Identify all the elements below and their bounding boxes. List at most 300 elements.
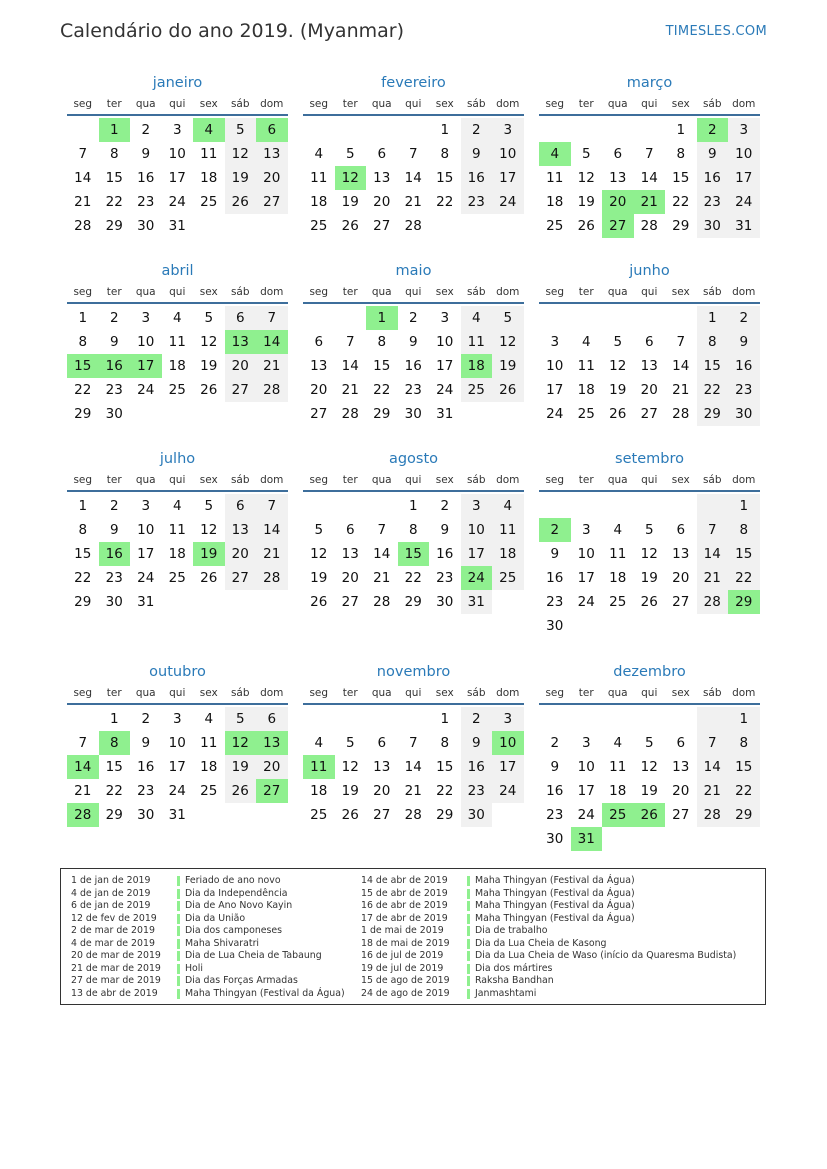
day-cell: 14 <box>404 170 422 186</box>
day-cell: 26 <box>225 190 257 214</box>
legend-date: 14 de abr de 2019 <box>361 875 448 886</box>
legend-color-marker <box>177 876 180 886</box>
day-cell: 12 <box>577 170 595 186</box>
weekday-label: sex <box>671 98 690 110</box>
weekday-label: seg <box>545 474 565 486</box>
month-janeiro <box>67 72 288 238</box>
day-cell: 18 <box>609 570 627 586</box>
weekday-label: sáb <box>702 474 722 486</box>
legend-holiday-name: Dia da União <box>185 912 246 924</box>
weekday-label: qui <box>405 98 422 110</box>
day-cell: 14 <box>672 358 690 374</box>
weekday-label: qua <box>135 286 156 298</box>
legend-holiday-name: Dia da Independência <box>185 887 288 899</box>
day-cell: 15 <box>697 354 729 378</box>
day-cell: 15 <box>373 358 391 374</box>
empty-cell <box>665 494 697 518</box>
day-cell: 2 <box>109 498 119 514</box>
legend-date: 1 de mai de 2019 <box>361 925 444 936</box>
legend-color-marker <box>177 939 180 949</box>
day-grid <box>67 707 288 827</box>
weekday-label: qui <box>405 286 422 298</box>
month-fevereiro <box>303 72 524 238</box>
day-cell: 13 <box>609 170 627 186</box>
empty-cell <box>634 707 666 731</box>
day-cell: 19 <box>225 166 257 190</box>
day-cell: 9 <box>461 731 493 755</box>
day-cell: 25 <box>461 378 493 402</box>
holiday-day: 25 <box>602 803 634 827</box>
day-cell: 18 <box>168 546 186 562</box>
day-cell: 27 <box>373 807 391 823</box>
day-cell: 16 <box>697 166 729 190</box>
day-cell: 3 <box>172 122 182 138</box>
weekday-label: qua <box>371 286 392 298</box>
weekday-label: sáb <box>702 687 722 699</box>
day-cell: 12 <box>200 334 218 350</box>
weekday-label: dom <box>732 286 756 298</box>
day-cell: 25 <box>609 594 627 610</box>
weekday-label: sáb <box>230 474 250 486</box>
day-cell: 30 <box>105 594 123 610</box>
day-cell: 17 <box>546 382 564 398</box>
day-cell: 28 <box>74 218 92 234</box>
day-cell: 19 <box>640 783 658 799</box>
weekday-header <box>67 94 288 116</box>
empty-cell <box>398 707 430 731</box>
legend-date: 18 de mai de 2019 <box>361 937 450 949</box>
day-cell: 9 <box>109 334 119 350</box>
weekday-header <box>303 470 524 492</box>
legend-row <box>361 925 736 938</box>
weekday-label: dom <box>260 474 284 486</box>
day-cell: 6 <box>676 522 686 538</box>
day-cell: 24 <box>137 570 155 586</box>
day-cell: 24 <box>137 382 155 398</box>
legend-holiday-name: Maha Thingyan (Festival da Água) <box>475 875 635 886</box>
weekday-label: ter <box>578 687 594 699</box>
weekday-label: seg <box>545 98 565 110</box>
day-cell: 29 <box>373 406 391 422</box>
weekday-label: ter <box>106 286 122 298</box>
day-cell: 8 <box>109 146 119 162</box>
day-cell: 1 <box>440 122 450 138</box>
day-cell: 22 <box>728 566 760 590</box>
day-cell: 31 <box>728 214 760 238</box>
day-cell: 7 <box>256 306 288 330</box>
legend-date: 15 de ago de 2019 <box>361 975 450 986</box>
day-cell: 20 <box>225 542 257 566</box>
day-cell: 11 <box>461 330 493 354</box>
day-cell: 20 <box>256 755 288 779</box>
day-cell: 6 <box>225 306 257 330</box>
day-cell: 9 <box>728 330 760 354</box>
day-cell: 8 <box>377 334 387 350</box>
day-cell: 16 <box>404 358 422 374</box>
holiday-day: 4 <box>539 142 571 166</box>
holiday-day: 24 <box>461 566 493 590</box>
weekday-label: qui <box>169 687 186 699</box>
day-cell: 28 <box>404 218 422 234</box>
holiday-day: 15 <box>67 354 99 378</box>
day-cell: 12 <box>640 759 658 775</box>
day-cell: 1 <box>728 494 760 518</box>
brand-logo-text[interactable]: TIMESLES.COM <box>665 24 767 39</box>
weekday-label: sex <box>435 98 454 110</box>
weekday-label: dom <box>732 687 756 699</box>
day-cell: 13 <box>672 546 690 562</box>
day-cell: 20 <box>310 382 328 398</box>
day-cell: 13 <box>672 759 690 775</box>
day-cell: 7 <box>676 334 686 350</box>
weekday-label: sex <box>435 474 454 486</box>
weekday-label: sex <box>199 98 218 110</box>
day-cell: 8 <box>676 146 686 162</box>
day-cell: 18 <box>577 382 595 398</box>
weekday-label: sex <box>199 286 218 298</box>
day-cell: 7 <box>697 518 729 542</box>
empty-cell <box>335 707 367 731</box>
empty-cell <box>602 707 634 731</box>
day-cell: 2 <box>141 711 151 727</box>
day-cell: 19 <box>200 358 218 374</box>
legend-holiday-name: Maha Thingyan (Festival da Água) <box>475 887 635 899</box>
day-cell: 28 <box>404 807 422 823</box>
day-cell: 16 <box>137 170 155 186</box>
day-cell: 26 <box>200 382 218 398</box>
holiday-day: 4 <box>193 118 225 142</box>
day-grid <box>539 707 760 851</box>
day-cell: 23 <box>461 190 493 214</box>
day-cell: 23 <box>546 594 564 610</box>
legend-date: 2 de mar de 2019 <box>71 925 155 936</box>
weekday-label: qui <box>641 98 658 110</box>
day-cell: 12 <box>609 358 627 374</box>
day-cell: 24 <box>168 194 186 210</box>
day-cell: 25 <box>200 194 218 210</box>
weekday-label: seg <box>73 687 93 699</box>
day-cell: 6 <box>676 735 686 751</box>
legend-date: 15 de abr de 2019 <box>361 887 448 899</box>
holiday-day: 29 <box>728 590 760 614</box>
legend-date: 27 de mar de 2019 <box>71 975 161 986</box>
day-cell: 12 <box>341 759 359 775</box>
day-cell: 3 <box>492 118 524 142</box>
day-cell: 12 <box>225 142 257 166</box>
day-cell: 8 <box>728 731 760 755</box>
month-name: abril <box>161 263 194 279</box>
day-cell: 21 <box>697 566 729 590</box>
legend-color-marker <box>467 914 470 924</box>
day-cell: 24 <box>546 406 564 422</box>
day-cell: 3 <box>581 735 591 751</box>
day-cell: 8 <box>440 735 450 751</box>
legend-holiday-name: Dia da Lua Cheia de Waso (início da Quaresma Budista) <box>475 950 737 961</box>
day-cell: 5 <box>225 707 257 731</box>
day-cell: 2 <box>728 306 760 330</box>
day-cell: 29 <box>672 218 690 234</box>
day-cell: 25 <box>310 807 328 823</box>
legend-holiday-name: Raksha Bandhan <box>475 975 554 986</box>
weekday-label: qui <box>169 474 186 486</box>
empty-cell <box>335 306 367 330</box>
legend-holiday-name: Dia das Forças Armadas <box>185 975 298 986</box>
weekday-label: qua <box>607 687 628 699</box>
legend-date: 17 de abr de 2019 <box>361 912 448 924</box>
day-cell: 20 <box>373 194 391 210</box>
legend-holiday-name: Dia da Lua Cheia de Kasong <box>475 937 607 949</box>
day-cell: 3 <box>440 310 450 326</box>
day-cell: 18 <box>492 542 524 566</box>
weekday-label: ter <box>106 474 122 486</box>
day-cell: 11 <box>200 735 218 751</box>
day-grid <box>539 306 760 426</box>
weekday-label: ter <box>342 98 358 110</box>
legend-row <box>71 963 345 976</box>
day-cell: 27 <box>225 378 257 402</box>
day-cell: 10 <box>168 735 186 751</box>
day-cell: 1 <box>78 498 88 514</box>
empty-cell <box>539 707 571 731</box>
legend-row <box>361 975 736 988</box>
weekday-label: seg <box>73 286 93 298</box>
day-cell: 29 <box>404 594 422 610</box>
day-cell: 22 <box>404 570 422 586</box>
day-cell: 18 <box>168 358 186 374</box>
day-cell: 17 <box>137 546 155 562</box>
day-cell: 30 <box>728 402 760 426</box>
month-março <box>539 72 760 238</box>
day-cell: 18 <box>546 194 564 210</box>
day-cell: 22 <box>105 783 123 799</box>
day-cell: 9 <box>408 334 418 350</box>
empty-cell <box>366 494 398 518</box>
day-cell: 25 <box>546 218 564 234</box>
day-cell: 18 <box>200 759 218 775</box>
legend-holiday-name: Dia dos camponeses <box>185 925 283 936</box>
empty-cell <box>67 707 99 731</box>
day-cell: 27 <box>310 406 328 422</box>
day-cell: 21 <box>404 783 422 799</box>
weekday-label: sáb <box>702 98 722 110</box>
day-cell: 23 <box>697 190 729 214</box>
day-cell: 17 <box>728 166 760 190</box>
empty-cell <box>366 707 398 731</box>
legend-color-marker <box>177 901 180 911</box>
day-cell: 13 <box>225 518 257 542</box>
weekday-header <box>303 683 524 705</box>
day-cell: 11 <box>200 146 218 162</box>
day-cell: 6 <box>314 334 324 350</box>
day-cell: 7 <box>256 494 288 518</box>
legend-row <box>361 950 736 963</box>
month-setembro <box>539 448 760 638</box>
day-cell: 1 <box>676 122 686 138</box>
day-cell: 22 <box>105 194 123 210</box>
day-cell: 10 <box>137 522 155 538</box>
month-name: maio <box>395 263 432 279</box>
weekday-label: sex <box>671 687 690 699</box>
day-cell: 11 <box>546 170 564 186</box>
legend-holiday-name: Maha Thingyan (Festival da Água) <box>475 912 635 924</box>
day-grid <box>303 306 524 426</box>
weekday-label: qua <box>607 474 628 486</box>
day-cell: 3 <box>461 494 493 518</box>
legend-date: 12 de fev de 2019 <box>71 912 157 924</box>
day-cell: 6 <box>256 707 288 731</box>
weekday-label: dom <box>732 474 756 486</box>
legend-row <box>71 938 345 951</box>
day-cell: 14 <box>341 358 359 374</box>
weekday-header <box>539 94 760 116</box>
day-cell: 9 <box>697 142 729 166</box>
holiday-day: 12 <box>225 731 257 755</box>
day-cell: 21 <box>256 542 288 566</box>
day-cell: 14 <box>256 518 288 542</box>
day-cell: 7 <box>644 146 654 162</box>
weekday-label: seg <box>545 286 565 298</box>
day-cell: 10 <box>168 146 186 162</box>
weekday-label: qua <box>371 474 392 486</box>
empty-cell <box>335 494 367 518</box>
day-cell: 23 <box>105 382 123 398</box>
day-cell: 27 <box>640 406 658 422</box>
empty-cell <box>303 707 335 731</box>
holiday-day: 12 <box>335 166 367 190</box>
weekday-label: sáb <box>466 687 486 699</box>
day-cell: 13 <box>341 546 359 562</box>
day-cell: 13 <box>640 358 658 374</box>
day-cell: 11 <box>577 358 595 374</box>
legend-holiday-name: Dia de Ano Novo Kayin <box>185 900 293 911</box>
day-cell: 28 <box>373 594 391 610</box>
legend-row <box>361 938 736 951</box>
legend-row <box>71 875 345 888</box>
day-cell: 27 <box>225 566 257 590</box>
day-cell: 22 <box>672 194 690 210</box>
day-cell: 16 <box>461 166 493 190</box>
month-name: agosto <box>388 451 439 467</box>
legend-holiday-name: Dia de Lua Cheia de Tabaung <box>185 950 322 961</box>
day-cell: 17 <box>436 358 454 374</box>
holiday-day: 8 <box>99 731 131 755</box>
weekday-label: ter <box>578 98 594 110</box>
day-cell: 30 <box>436 594 454 610</box>
weekday-label: qui <box>641 474 658 486</box>
day-cell: 22 <box>436 194 454 210</box>
legend-date: 16 de jul de 2019 <box>361 950 444 961</box>
day-cell: 9 <box>461 142 493 166</box>
holiday-day: 2 <box>697 118 729 142</box>
holiday-day: 17 <box>130 354 162 378</box>
weekday-label: dom <box>496 687 520 699</box>
holiday-day: 1 <box>366 306 398 330</box>
weekday-label: seg <box>309 98 329 110</box>
empty-cell <box>539 494 571 518</box>
day-cell: 17 <box>461 542 493 566</box>
day-cell: 23 <box>728 378 760 402</box>
day-cell: 14 <box>373 546 391 562</box>
day-cell: 17 <box>577 570 595 586</box>
legend-row <box>71 925 345 938</box>
day-cell: 5 <box>644 522 654 538</box>
day-cell: 29 <box>74 594 92 610</box>
holiday-day: 14 <box>67 755 99 779</box>
day-cell: 18 <box>310 783 328 799</box>
day-grid <box>303 707 524 827</box>
day-cell: 6 <box>613 146 623 162</box>
day-cell: 5 <box>492 306 524 330</box>
day-cell: 25 <box>492 566 524 590</box>
month-name: setembro <box>615 451 684 467</box>
day-cell: 12 <box>200 522 218 538</box>
legend-date: 19 de jul de 2019 <box>361 962 444 974</box>
weekday-label: sáb <box>702 286 722 298</box>
day-cell: 21 <box>672 382 690 398</box>
day-cell: 23 <box>461 779 493 803</box>
day-cell: 10 <box>546 358 564 374</box>
holiday-day: 21 <box>634 190 666 214</box>
day-cell: 11 <box>492 518 524 542</box>
day-cell: 25 <box>168 382 186 398</box>
legend-color-marker <box>467 989 470 999</box>
day-cell: 20 <box>672 570 690 586</box>
day-cell: 12 <box>640 546 658 562</box>
weekday-label: sex <box>671 474 690 486</box>
day-cell: 27 <box>373 218 391 234</box>
day-cell: 7 <box>697 731 729 755</box>
day-cell: 13 <box>310 358 328 374</box>
day-cell: 14 <box>640 170 658 186</box>
day-cell: 1 <box>440 711 450 727</box>
day-cell: 24 <box>168 783 186 799</box>
weekday-label: dom <box>260 98 284 110</box>
day-grid <box>539 494 760 638</box>
legend-color-marker <box>177 976 180 986</box>
day-cell: 16 <box>546 570 564 586</box>
holiday-day: 27 <box>256 779 288 803</box>
day-cell: 23 <box>137 783 155 799</box>
day-cell: 4 <box>172 498 182 514</box>
day-grid <box>67 306 288 426</box>
day-cell: 6 <box>377 735 387 751</box>
day-cell: 9 <box>550 759 560 775</box>
day-cell: 30 <box>461 803 493 827</box>
day-cell: 15 <box>105 170 123 186</box>
day-cell: 7 <box>377 522 387 538</box>
day-cell: 16 <box>461 755 493 779</box>
weekday-label: sáb <box>466 98 486 110</box>
weekday-label: sex <box>435 687 454 699</box>
day-cell: 21 <box>341 382 359 398</box>
day-cell: 23 <box>436 570 454 586</box>
day-cell: 17 <box>168 170 186 186</box>
legend-row <box>71 900 345 913</box>
legend-date: 24 de ago de 2019 <box>361 987 450 999</box>
day-cell: 29 <box>105 807 123 823</box>
day-cell: 30 <box>697 214 729 238</box>
day-cell: 18 <box>609 783 627 799</box>
month-name: outubro <box>149 664 206 680</box>
weekday-label: qui <box>641 286 658 298</box>
day-cell: 15 <box>728 542 760 566</box>
day-cell: 3 <box>728 118 760 142</box>
month-abril <box>67 260 288 426</box>
day-cell: 22 <box>436 783 454 799</box>
empty-cell <box>634 118 666 142</box>
empty-cell <box>602 118 634 142</box>
day-cell: 28 <box>672 406 690 422</box>
